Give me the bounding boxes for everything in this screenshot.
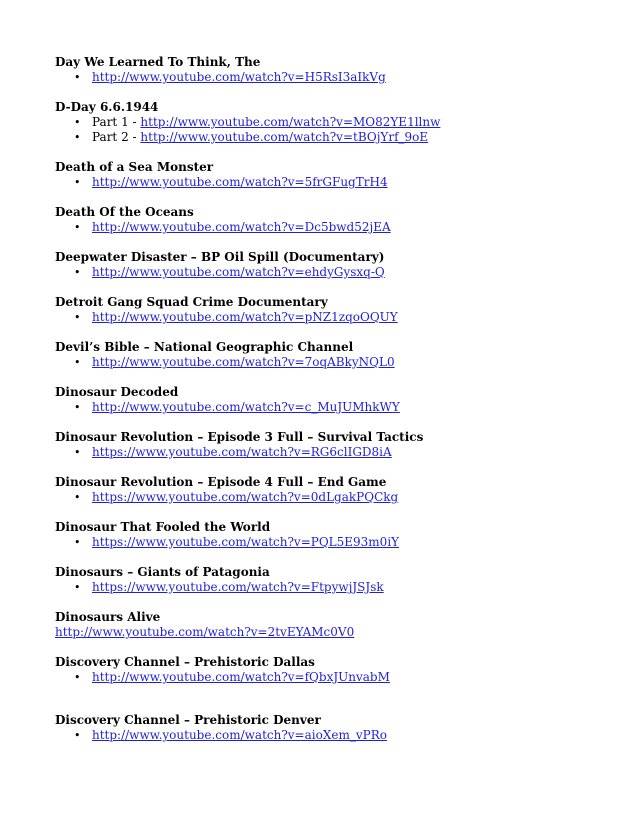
- bullet-icon: •: [74, 729, 81, 742]
- list-item: [55, 220, 615, 235]
- entry: [55, 520, 615, 550]
- entry: [55, 100, 615, 145]
- list-item: [55, 310, 615, 325]
- link-list: [55, 355, 615, 370]
- entry: [55, 655, 615, 685]
- bullet-icon: •: [74, 221, 81, 234]
- link-list: [55, 70, 615, 85]
- list-item: [55, 400, 615, 415]
- link-list: [55, 728, 615, 743]
- bullet-icon: •: [74, 581, 81, 594]
- entry-title: D-Day 6.6.1944: [55, 100, 159, 114]
- video-link[interactable]: https://www.youtube.com/watch?v=RG6clIGD8iA: [92, 445, 392, 459]
- bullet-icon: •: [74, 446, 81, 459]
- entry-title: Death Of the Oceans: [55, 205, 194, 219]
- link-list: [55, 445, 615, 460]
- list-item: [55, 355, 615, 370]
- list-item: [55, 115, 615, 130]
- entry-title: Discovery Channel – Prehistoric Denver: [55, 713, 321, 727]
- video-link[interactable]: http://www.youtube.com/watch?v=7oqABkyNQL0: [92, 355, 395, 369]
- list-item: [55, 70, 615, 85]
- link-list: [55, 535, 615, 550]
- bullet-icon: •: [74, 671, 81, 684]
- bullet-icon: •: [74, 176, 81, 189]
- bullet-icon: •: [74, 116, 81, 129]
- video-link[interactable]: http://www.youtube.com/watch?v=MO82YE1llnw: [140, 115, 441, 129]
- video-link[interactable]: http://www.youtube.com/watch?v=Dc5bwd52jEA: [92, 220, 391, 234]
- video-link[interactable]: http://www.youtube.com/watch?v=pNZ1zqoOQUY: [92, 310, 398, 324]
- entry-title: Dinosaur Decoded: [55, 385, 179, 399]
- entry-title: Day We Learned To Think, The: [55, 55, 261, 69]
- video-link[interactable]: http://www.youtube.com/watch?v=2tvEYAMc0V0: [55, 625, 355, 639]
- bullet-icon: •: [74, 71, 81, 84]
- entry: [55, 430, 615, 460]
- entry: [55, 250, 615, 280]
- entry-title: Dinosaur Revolution – Episode 3 Full – Survival Tactics: [55, 430, 424, 444]
- video-link[interactable]: http://www.youtube.com/watch?v=ehdyGysxq-Q: [92, 265, 385, 279]
- link-list: [55, 490, 615, 505]
- link-list: [55, 310, 615, 325]
- entry-title: Death of a Sea Monster: [55, 160, 214, 174]
- list-item: [55, 445, 615, 460]
- video-link[interactable]: https://www.youtube.com/watch?v=0dLgakPQCkg: [92, 490, 399, 504]
- list-item: [55, 580, 615, 595]
- bullet-icon: •: [74, 401, 81, 414]
- entry-title: Detroit Gang Squad Crime Documentary: [55, 295, 328, 309]
- link-list: [55, 265, 615, 280]
- entry-title: Devil’s Bible – National Geographic Channel: [55, 340, 354, 354]
- bullet-icon: •: [74, 131, 81, 144]
- link-list: [55, 400, 615, 415]
- entry-title: Dinosaur That Fooled the World: [55, 520, 271, 534]
- entry: [55, 55, 615, 85]
- list-item: [55, 175, 615, 190]
- entry-title: Deepwater Disaster – BP Oil Spill (Documentary): [55, 250, 385, 264]
- list-item: [55, 728, 615, 743]
- link-list: [55, 220, 615, 235]
- video-link[interactable]: http://www.youtube.com/watch?v=c_MuJUMhkWY: [92, 400, 400, 414]
- list-item: [55, 670, 615, 685]
- bullet-icon: •: [74, 536, 81, 549]
- entry-title: Dinosaurs Alive: [55, 610, 161, 624]
- list-item: [55, 130, 615, 145]
- list-item: [55, 265, 615, 280]
- list-item: [55, 535, 615, 550]
- video-link[interactable]: http://www.youtube.com/watch?v=aioXem_vPRo: [92, 728, 387, 742]
- video-link[interactable]: http://www.youtube.com/watch?v=5frGFugTrH4: [92, 175, 388, 189]
- bullet-icon: •: [74, 266, 81, 279]
- document-page: [55, 55, 615, 743]
- video-link[interactable]: https://www.youtube.com/watch?v=FtpywjJSJsk: [92, 580, 384, 594]
- entry: [55, 385, 615, 415]
- bullet-icon: •: [74, 491, 81, 504]
- entry: [55, 160, 615, 190]
- entry: [55, 340, 615, 370]
- entry: [55, 295, 615, 325]
- entry: [55, 205, 615, 235]
- video-link[interactable]: http://www.youtube.com/watch?v=H5RsI3aIkVg: [92, 70, 386, 84]
- bullet-icon: •: [74, 356, 81, 369]
- part-label: Part 2 -: [92, 130, 141, 144]
- entry: [55, 713, 615, 743]
- entry: [55, 475, 615, 505]
- video-link[interactable]: https://www.youtube.com/watch?v=PQL5E93m0iY: [92, 535, 400, 549]
- entry: [55, 610, 615, 640]
- link-list: [55, 670, 615, 685]
- link-list: [55, 115, 615, 145]
- entry-title: Dinosaur Revolution – Episode 4 Full – End Game: [55, 475, 387, 489]
- part-label: Part 1 -: [92, 115, 141, 129]
- list-item: [55, 490, 615, 505]
- link-list: [55, 580, 615, 595]
- link-list: [55, 175, 615, 190]
- video-link[interactable]: http://www.youtube.com/watch?v=fQbxJUnvabM: [92, 670, 390, 684]
- entry-title: Discovery Channel – Prehistoric Dallas: [55, 655, 315, 669]
- entry: [55, 565, 615, 595]
- video-link[interactable]: http://www.youtube.com/watch?v=tBOjYrf_9oE: [140, 130, 429, 144]
- bullet-icon: •: [74, 311, 81, 324]
- entry-title: Dinosaurs – Giants of Patagonia: [55, 565, 270, 579]
